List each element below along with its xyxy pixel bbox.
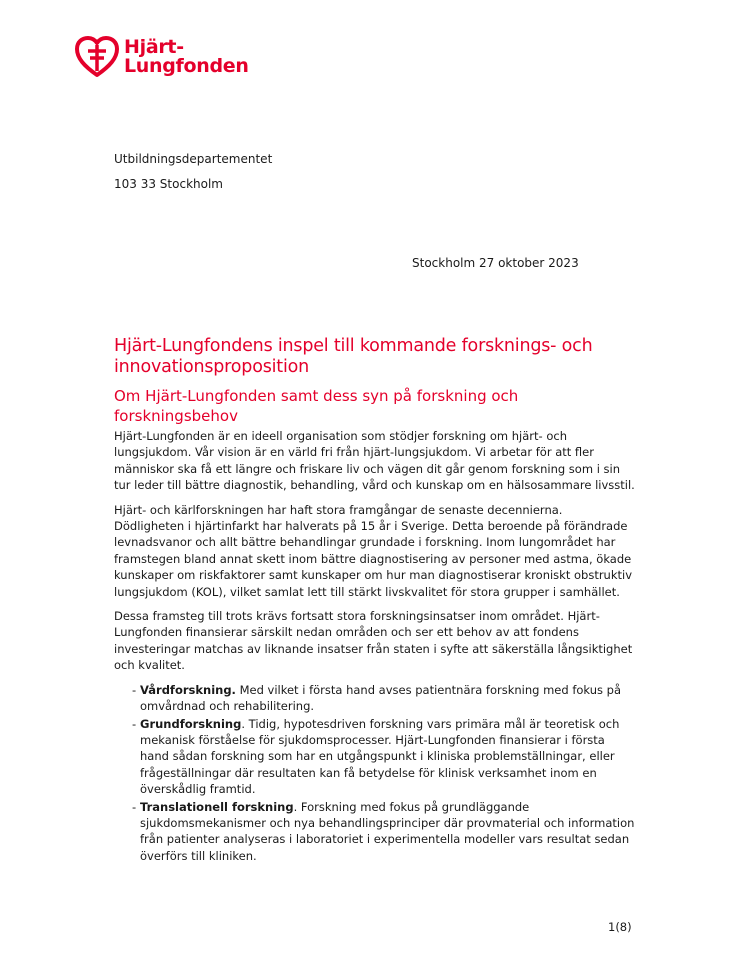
document-title: Hjärt-Lungfondens inspel till kommande forsknings- och innovationsproposition (114, 336, 593, 377)
list-text: Med vilket i första hand avses patientnära forskning med fokus på omvårdnad och rehabilitering. (140, 682, 622, 714)
recipient-line2: 103 33 Stockholm (114, 177, 223, 191)
list-text: . Tidig, hypotesdriven forskning vars primära mål är teoretisk och mekanisk förståelse för sjukdomsprocesser. Hjärt-Lungfonden finansierar i första hand sådan forskning som har en utgångspunkt i kliniska problemställningar, eller frågeställningar där resultaten kan få betydelse för klinisk verksamhet inom en överskådlig framtid. (140, 716, 620, 797)
paragraph: Hjärt- och kärlforskningen har haft stora framgångar de senaste decennierna. Dödligheten i hjärtinfarkt har halverats på 15 år i Sverige. Detta beroende på förändrade levnadsvanor och allt bättre behandlingar grundade i forskning. Inom lungområdet har framstegen bland annat skett inom bättre diagnostisering av personer med astma, ökade kunskaper om riskfaktorer samt kunskaper om hur man diagnostiserar kroniskt obstruktiv lungsjukdom (KOL), vilket samlat lett till stärkt livskvalitet för stora grupper i samhället. (114, 502, 633, 599)
letter-date: Stockholm 27 oktober 2023 (412, 256, 579, 270)
list-item (114, 682, 636, 715)
list-dash: - (132, 682, 137, 697)
list-term: Translationell forskning (140, 799, 294, 814)
brand-logo (74, 36, 249, 78)
page-number: 1(8) (608, 920, 632, 934)
section-heading: Om Hjärt-Lungfonden samt dess syn på forskning och forskningsbehov (114, 387, 519, 425)
list-term: Vårdforskning. (140, 682, 236, 697)
paragraph: Hjärt-Lungfonden är en ideell organisation som stödjer forskning om hjärt- och lungsjukdom. Vår vision är en värld fri från hjärt-lungsjukdom. Vi arbetar för att fler människor ska få ett längre och friskare liv och vägen dit går genom forskning som i sin tur leder till bättre diagnostik, behandling, vård och kunskap om en hälsosammare livsstil. (114, 429, 635, 493)
list-dash: - (132, 716, 137, 731)
list-item (114, 716, 636, 798)
list-item (114, 799, 636, 865)
list-term: Grundforskning (140, 716, 242, 731)
research-area-list (114, 682, 636, 864)
brand-name (124, 38, 249, 76)
heart-cross-icon (74, 36, 120, 78)
brand-name-line2: Lungfonden (124, 55, 249, 77)
recipient-line1: Utbildningsdepartementet (114, 152, 273, 166)
body-text (114, 428, 636, 865)
brand-name-line1: Hjärt- (124, 36, 184, 58)
paragraph: Dessa framsteg till trots krävs fortsatt stora forskningsinsatser inom området. Hjärt-Lungfonden finansierar särskilt nedan områden och ser ett behov av att fondens investeringar matchas av liknande insatser från staten i syfte att säkerställa långsiktighet och kvalitet. (114, 609, 633, 673)
list-text: . Forskning med fokus på grundläggande sjukdomsmekanismer och nya behandlingsprinciper där provmaterial och information från patienter analyseras i laboratoriet i experimentella modeller vars resultat sedan överförs till kliniken. (140, 799, 635, 863)
list-dash: - (132, 799, 137, 814)
